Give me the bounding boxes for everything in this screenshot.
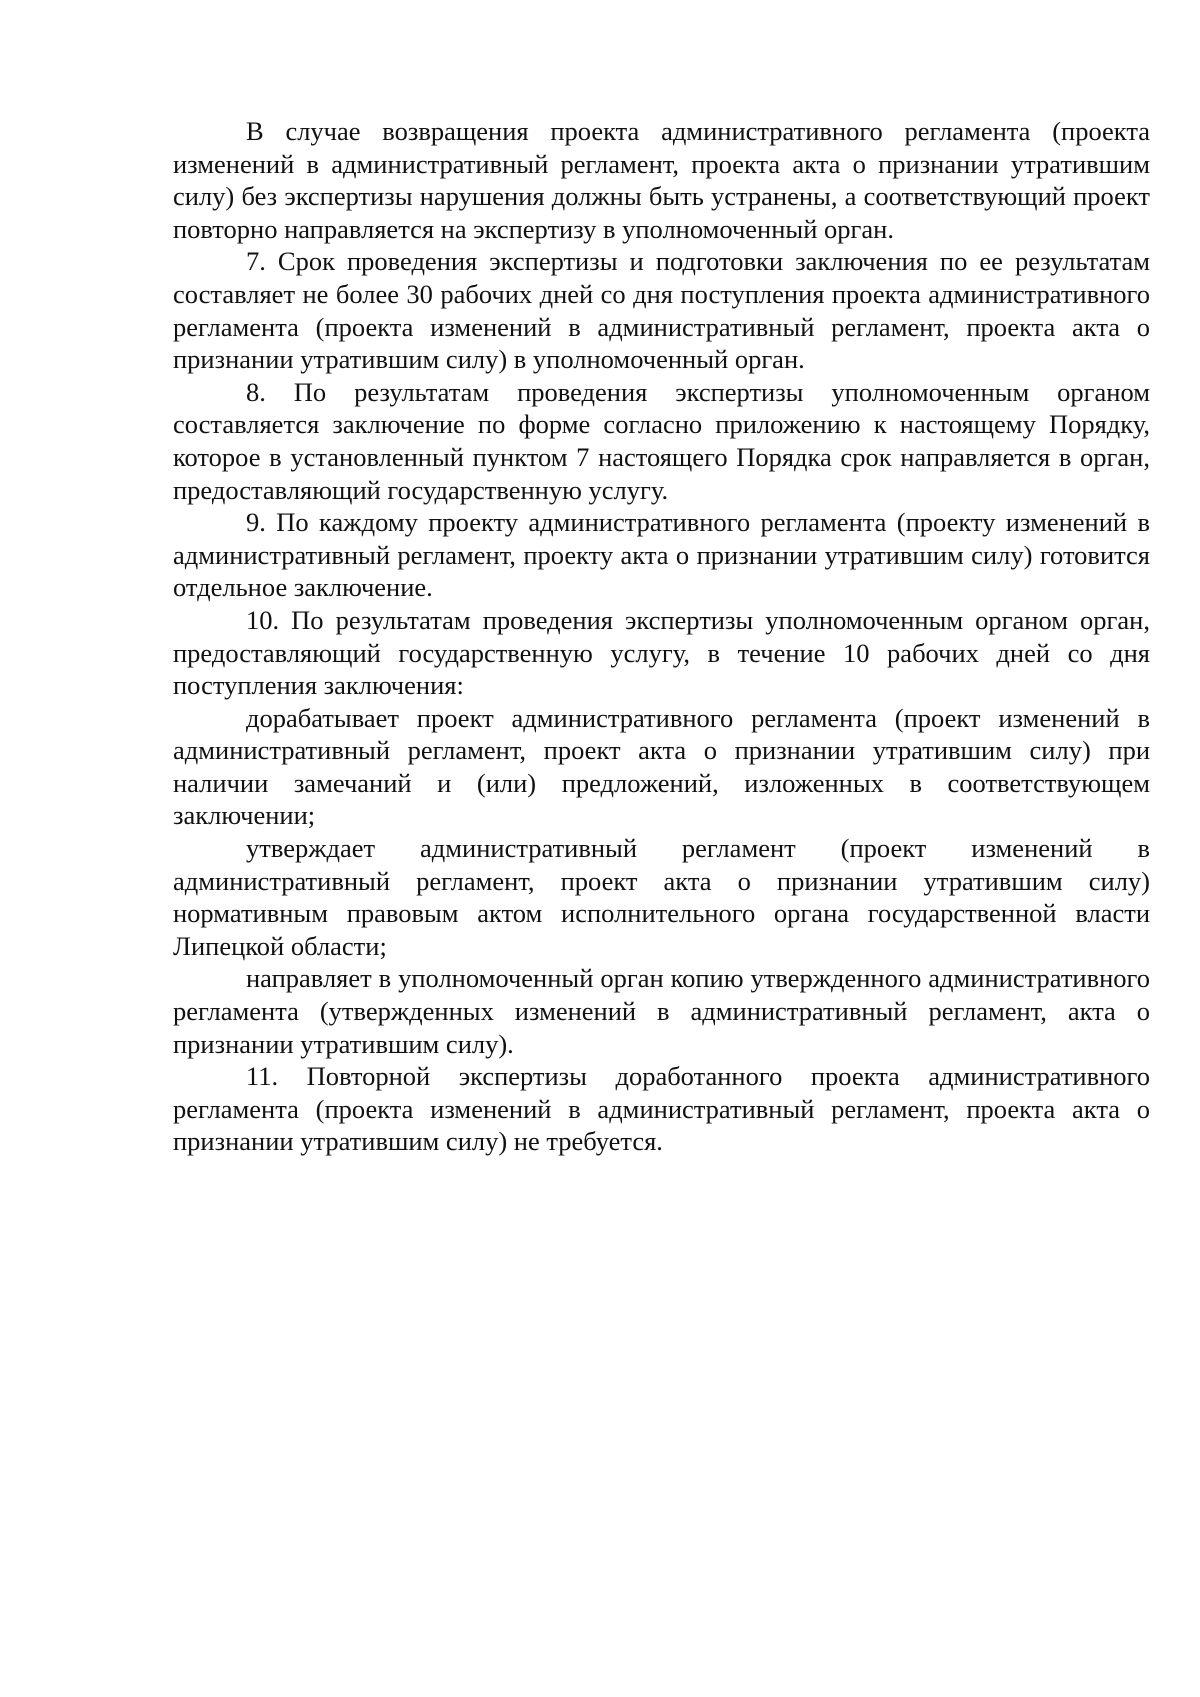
paragraph-item-7-expertise-term: 7. Срок проведения экспертизы и подготовки заключения по ее результатам составляет не более 30 рабочих дней со дня поступления проекта административного регламента (проекта изменений в административный регламент, проекта акта о признании утратившим силу) в уполномоченный орган. xyxy=(173,246,1150,375)
paragraph-item-10-revise: дорабатывает проект административного регламента (проект изменений в административный регламент, проект акта о признании утратившим силу) при наличии замечаний и (или) предложений, изложенных в соответствующем заключении; xyxy=(173,702,1150,831)
paragraph-item-8-conclusion: 8. По результатам проведения экспертизы уполномоченным органом составляется заключение по форме согласно приложению к настоящему Порядку, которое в установленный пунктом 7 настоящего Порядка срок направляется в орган, предоставляющий государственную услугу. xyxy=(173,376,1150,505)
paragraph-item-10-approve: утверждает административный регламент (проект изменений в административный регламент, проект акта о признании утратившим силу) нормативным правовым актом исполнительного органа государственной власти Липецкой области; xyxy=(173,833,1150,961)
paragraph-item-10-actions: 10. По результатам проведения экспертизы уполномоченным органом орган, предоставляющий государственную услугу, в течение 10 рабочих дней со дня поступления заключения: xyxy=(173,604,1150,701)
paragraph-item-9-separate-conclusion: 9. По каждому проекту административного регламента (проекту изменений в административный регламент, проекту акта о признании утратившим силу) готовится отдельное заключение. xyxy=(173,507,1150,603)
paragraph-item-10-send-copy: направляет в уполномоченный орган копию утвержденного административного регламента (утвержденных изменений в административный регламент, акта о признании утратившим силу). xyxy=(173,963,1150,1059)
paragraph-return-without-expertise: В случае возвращения проекта административного регламента (проекта изменений в административный регламент, проекта акта о признании утратившим силу) без экспертизы нарушения должны быть устранены, а соответствующий проект повторно направляется на экспертизу в уполномоченный орган. xyxy=(173,116,1150,244)
document-page xyxy=(173,115,1150,1158)
paragraph-item-11-no-repeat: 11. Повторной экспертизы доработанного проекта административного регламента (проекта изменений в административный регламент, проекта акта о признании утратившим силу) не требуется. xyxy=(173,1061,1150,1157)
